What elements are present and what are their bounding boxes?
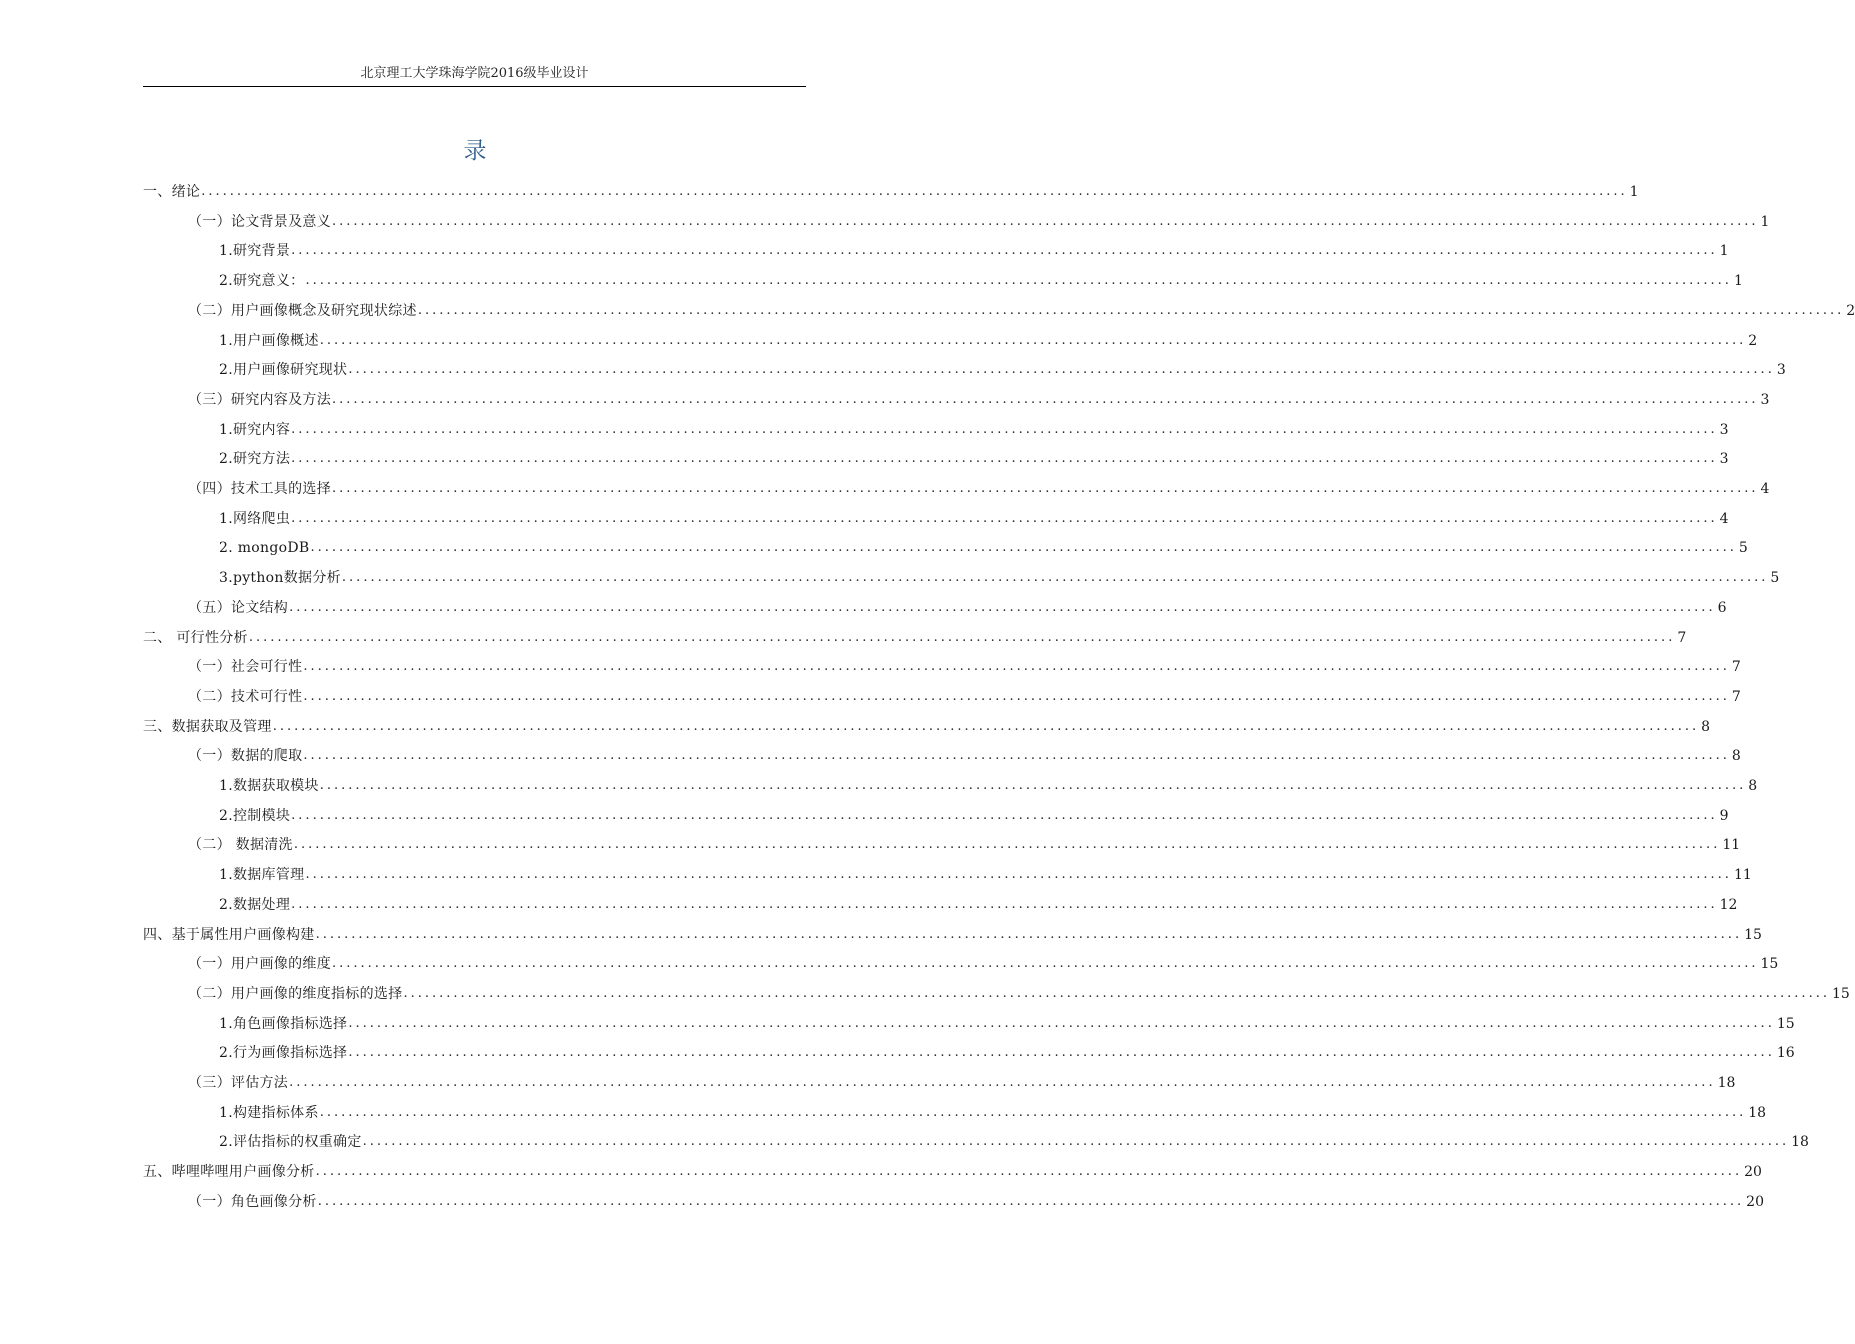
toc-entry-page-number: 2 xyxy=(1748,332,1758,349)
toc-leader-dots: ........................................................................................................................................................................................................ xyxy=(303,748,1730,764)
toc-entry[interactable] xyxy=(188,208,1770,232)
toc-entry-page-number: 3 xyxy=(1719,421,1729,438)
toc-entry[interactable] xyxy=(143,921,1762,945)
toc-leader-dots: ........................................................................................................................................................................................................ xyxy=(317,1193,1745,1209)
toc-leader-dots: ........................................................................................................................................................................................................ xyxy=(293,837,1721,853)
toc-entry[interactable] xyxy=(143,1158,1762,1182)
toc-entry-page-number: 18 xyxy=(1791,1134,1809,1151)
toc-entry-page-number: 8 xyxy=(1701,718,1711,735)
toc-entry-label: 2.控制模块 xyxy=(219,807,291,824)
toc-entry[interactable] xyxy=(219,534,1748,558)
toc-leader-dots: ........................................................................................................................................................................................................ xyxy=(315,1164,1743,1180)
toc-leader-dots: ........................................................................................................................................................................................................ xyxy=(303,688,1730,704)
toc-entry-page-number: 7 xyxy=(1677,629,1687,646)
toc-entry-label: 1.研究内容 xyxy=(219,421,291,438)
toc-entry[interactable] xyxy=(219,1010,1795,1034)
toc-entry-page-number: 15 xyxy=(1744,926,1762,943)
toc-entry-page-number: 15 xyxy=(1760,956,1779,973)
toc-entry-label: 3.python数据分析 xyxy=(219,570,341,587)
toc-entry-page-number: 11 xyxy=(1733,867,1752,884)
toc-entry[interactable] xyxy=(188,386,1770,410)
toc-entry-label: （二）技术可行性 xyxy=(188,688,303,705)
toc-entry-page-number: 20 xyxy=(1744,1164,1762,1181)
toc-entry-label: （一）论文背景及意义 xyxy=(188,213,331,230)
toc-entry-label: 2.用户画像研究现状 xyxy=(219,362,348,379)
toc-entry-label: 四、基于属性用户画像构建 xyxy=(143,926,315,943)
toc-entry-label: 2.研究意义： xyxy=(219,273,305,290)
toc-entry[interactable] xyxy=(219,891,1738,915)
toc-leader-dots: ........................................................................................................................................................................................................ xyxy=(289,599,1716,615)
toc-leader-dots: ........................................................................................................................................................................................................ xyxy=(348,362,1775,378)
toc-entry[interactable] xyxy=(188,475,1770,499)
toc-entry[interactable] xyxy=(143,178,1639,202)
toc-entry-page-number: 9 xyxy=(1719,807,1729,824)
toc-entry-page-number: 18 xyxy=(1717,1075,1736,1091)
toc-entry-page-number: 5 xyxy=(1770,570,1780,587)
toc-entry[interactable] xyxy=(188,980,1850,1004)
toc-entry[interactable] xyxy=(219,267,1743,291)
toc-entry-page-number: 18 xyxy=(1748,1104,1767,1121)
toc-entry-page-number: 8 xyxy=(1748,778,1758,794)
toc-entry-label: 1.网络爬虫 xyxy=(219,510,291,527)
toc-entry-page-number: 4 xyxy=(1719,510,1729,527)
toc-entry-page-number: 1 xyxy=(1719,243,1729,260)
toc-entry-label: （五）论文结构 xyxy=(188,599,289,616)
header-rule xyxy=(143,86,806,87)
toc-leader-dots: ........................................................................................................................................................................................................ xyxy=(291,896,1718,912)
toc-entry-label: （一）社会可行性 xyxy=(188,659,303,676)
page-header: 北京理工大学珠海学院2016级毕业设计 xyxy=(360,66,589,81)
toc-leader-dots: ........................................................................................................................................................................................................ xyxy=(417,302,1845,318)
toc-entry-label: 1.数据库管理 xyxy=(219,867,305,884)
toc-entry-label: （一）数据的爬取 xyxy=(188,748,303,765)
toc-entry-page-number: 1 xyxy=(1629,184,1639,200)
toc-entry-page-number: 20 xyxy=(1746,1193,1764,1210)
toc-entry-page-number: 4 xyxy=(1760,481,1770,497)
toc-entry-page-number: 11 xyxy=(1722,837,1741,854)
toc-entry-label: （二）用户画像的维度指标的选择 xyxy=(188,985,403,1002)
toc-entry[interactable] xyxy=(219,356,1786,380)
toc-entry-page-number: 3 xyxy=(1719,451,1729,468)
toc-entry[interactable] xyxy=(219,237,1729,261)
toc-entry[interactable] xyxy=(143,713,1711,737)
toc-entry-page-number: 16 xyxy=(1776,1045,1795,1062)
toc-entry[interactable] xyxy=(219,1039,1795,1063)
toc-entry-label: （一）用户画像的维度 xyxy=(188,956,331,973)
toc-entry-page-number: 15 xyxy=(1831,985,1850,1002)
toc-leader-dots: ........................................................................................................................................................................................................ xyxy=(248,629,1676,645)
toc-entry[interactable] xyxy=(188,831,1741,855)
toc-leader-dots: ........................................................................................................................................................................................................ xyxy=(291,510,1718,526)
toc-entry-label: （四）技术工具的选择 xyxy=(188,481,331,497)
toc-entry-page-number: 3 xyxy=(1760,391,1770,408)
toc-entry-label: （二）用户画像概念及研究现状综述 xyxy=(188,302,417,319)
toc-entry[interactable] xyxy=(219,772,1758,796)
toc-entry-label: 1.研究背景 xyxy=(219,243,291,260)
toc-leader-dots: ........................................................................................................................................................................................................ xyxy=(332,213,1759,229)
toc-entry-label: （三）评估方法 xyxy=(188,1075,289,1091)
toc-entry-label: 1.角色画像指标选择 xyxy=(219,1015,348,1032)
toc-entry[interactable] xyxy=(219,1128,1809,1152)
toc-entry-label: 2. mongoDB xyxy=(219,540,310,557)
toc-leader-dots: ........................................................................................................................................................................................................ xyxy=(319,778,1747,793)
toc-leader-dots: ........................................................................................................................................................................................................ xyxy=(332,481,1759,496)
toc-entry-page-number: 6 xyxy=(1717,599,1727,616)
toc-leader-dots: ........................................................................................................................................................................................................ xyxy=(348,1045,1775,1061)
toc-entry-label: （一）角色画像分析 xyxy=(188,1193,317,1210)
toc-leader-dots: ........................................................................................................................................................................................................ xyxy=(403,985,1830,1001)
toc-leader-dots: ........................................................................................................................................................................................................ xyxy=(341,570,1769,586)
toc-entry[interactable] xyxy=(219,445,1729,469)
toc-entry-page-number: 2 xyxy=(1846,302,1855,319)
toc-entry[interactable] xyxy=(188,683,1741,707)
toc-entry-page-number: 5 xyxy=(1738,540,1748,557)
toc-entry-label: 2.研究方法 xyxy=(219,451,291,468)
toc-entry[interactable] xyxy=(188,653,1741,677)
toc-entry-label: 1.用户画像概述 xyxy=(219,332,319,349)
toc-entry-label: 五、哔哩哔哩用户画像分析 xyxy=(143,1164,315,1181)
toc-entry[interactable] xyxy=(188,742,1741,766)
toc-entry-label: 二、 可行性分析 xyxy=(143,629,248,646)
toc-title: 录 xyxy=(463,138,487,164)
toc-entry[interactable] xyxy=(188,950,1779,974)
toc-entry[interactable] xyxy=(219,1099,1767,1123)
toc-leader-dots: ........................................................................................................................................................................................................ xyxy=(362,1134,1790,1150)
toc-entry-label: 一、绪论 xyxy=(143,184,201,200)
toc-entry-label: 1.构建指标体系 xyxy=(219,1104,319,1121)
toc-leader-dots: ........................................................................................................................................................................................................ xyxy=(291,451,1718,467)
toc-leader-dots: ........................................................................................................................................................................................................ xyxy=(289,1075,1716,1090)
toc-entry-page-number: 7 xyxy=(1731,659,1741,676)
toc-entry-label: （二） 数据清洗 xyxy=(188,837,293,854)
toc-entry-label: 三、数据获取及管理 xyxy=(143,718,272,735)
toc-entry-label: 2.行为画像指标选择 xyxy=(219,1045,348,1062)
toc-entry-label: 2.评估指标的权重确定 xyxy=(219,1134,362,1151)
toc-leader-dots: ........................................................................................................................................................................................................ xyxy=(305,867,1732,883)
toc-entry-page-number: 7 xyxy=(1731,688,1741,705)
toc-leader-dots: ........................................................................................................................................................................................................ xyxy=(348,1015,1775,1031)
toc-leader-dots: ........................................................................................................................................................................................................ xyxy=(332,391,1759,407)
toc-entry-label: 2.数据处理 xyxy=(219,896,291,913)
toc-entry[interactable] xyxy=(219,564,1780,588)
toc-entry-page-number: 12 xyxy=(1719,896,1738,913)
toc-leader-dots: ........................................................................................................................................................................................................ xyxy=(303,659,1730,675)
toc-leader-dots: ........................................................................................................................................................................................................ xyxy=(291,807,1718,823)
toc-leader-dots: ........................................................................................................................................................................................................ xyxy=(310,540,1737,556)
toc-leader-dots: ........................................................................................................................................................................................................ xyxy=(332,956,1759,972)
toc-entry[interactable] xyxy=(219,327,1758,351)
toc-leader-dots: ........................................................................................................................................................................................................ xyxy=(201,184,1628,199)
toc-entry[interactable] xyxy=(219,505,1729,529)
toc-entry[interactable] xyxy=(219,416,1729,440)
toc-leader-dots: ........................................................................................................................................................................................................ xyxy=(291,421,1718,437)
toc-leader-dots: ........................................................................................................................................................................................................ xyxy=(291,243,1718,259)
toc-leader-dots: ........................................................................................................................................................................................................ xyxy=(319,1104,1747,1120)
toc-entry-page-number: 1 xyxy=(1760,213,1770,230)
toc-entry-page-number: 8 xyxy=(1731,748,1741,765)
toc-entry-label: 1.数据获取模块 xyxy=(219,778,319,794)
toc-entry-page-number: 1 xyxy=(1733,273,1743,290)
toc-entry[interactable] xyxy=(188,297,1855,321)
toc-entry[interactable] xyxy=(219,861,1752,885)
toc-leader-dots: ........................................................................................................................................................................................................ xyxy=(272,718,1700,734)
toc-entry-page-number: 15 xyxy=(1776,1015,1795,1032)
toc-entry-label: （三）研究内容及方法 xyxy=(188,391,331,408)
toc-entry[interactable] xyxy=(219,802,1729,826)
toc-leader-dots: ........................................................................................................................................................................................................ xyxy=(315,926,1743,942)
toc-leader-dots: ........................................................................................................................................................................................................ xyxy=(305,273,1732,289)
toc-entry[interactable] xyxy=(188,594,1727,618)
toc-entry[interactable] xyxy=(188,1188,1764,1212)
toc-leader-dots: ........................................................................................................................................................................................................ xyxy=(319,332,1747,348)
toc-entry[interactable] xyxy=(143,624,1687,648)
toc-entry-page-number: 3 xyxy=(1776,362,1786,379)
toc-entry[interactable] xyxy=(188,1069,1736,1093)
